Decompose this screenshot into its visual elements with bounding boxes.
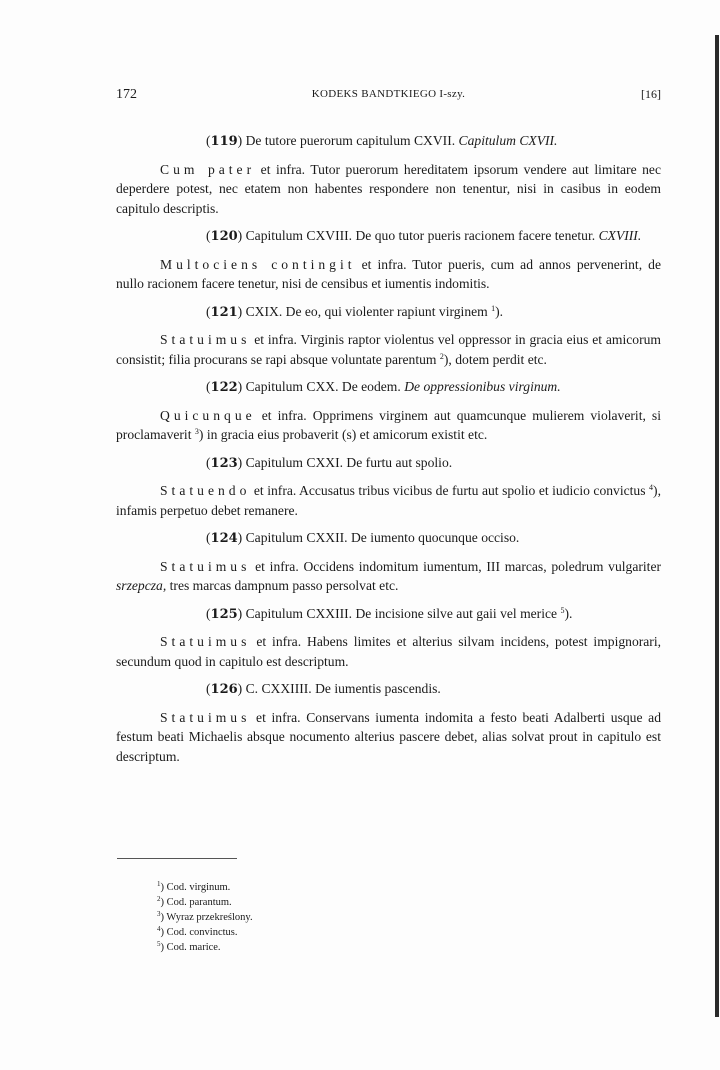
- scan-edge: [715, 35, 719, 1017]
- footnote-ref[interactable]: 5: [560, 605, 565, 615]
- section-heading: (126) C. CXXIIII. De iumentis pascendis.: [206, 681, 441, 697]
- section-paragraph: Statuendo et infra. Accusatus tribus vicibus de furtu aut spolio et iudicio convictus $^4$), infamis perpetuo debet remanere.: [116, 483, 661, 518]
- section-paragraph: Multociens contingit et infra. Tutor pueris, cum ad annos pervenerint, de nullo racionem facere tenetur, nisi de censibus et iumentis indomitis.: [116, 256, 661, 291]
- section-heading: (124) Capitulum CXXII. De iumento quocunque occiso.: [206, 530, 520, 546]
- section-heading: (123) Capitulum CXXI. De furtu aut spolio.: [206, 454, 453, 471]
- footnote: $^4$) Cod. convinctus.: [157, 925, 238, 938]
- section-paragraph: Quicunque et infra. Opprimens virginem aut quamcunque mulierem violaverit, si proclamaverit $^3$) in gracia eius probaverit (s) et amicorum existit etc.: [116, 407, 661, 442]
- footnote: $^2$) Cod. parantum.: [157, 895, 232, 908]
- incipit: Statuimus: [160, 558, 251, 574]
- incipit: Statuimus: [160, 332, 251, 347]
- page-number: 172: [116, 87, 137, 102]
- running-header: [116, 87, 661, 107]
- section-marker: [16]: [641, 87, 661, 101]
- footnote: $^3$) Wyraz przekreślony.: [157, 910, 253, 923]
- section-heading: (122) Capitulum CXX. De eodem. De oppressionibus virginum.: [206, 379, 561, 395]
- incipit: Statuimus: [160, 634, 251, 649]
- footnote-ref[interactable]: 4: [649, 483, 654, 492]
- running-title: KODEKS BANDTKIEGO I-szy.: [311, 88, 466, 100]
- section-heading: (120) Capitulum CXVIII. De quo tutor pueris racionem facere tenetur. CXVIII.: [206, 228, 642, 244]
- section-paragraph: Cum pater et infra. Tutor puerorum hereditatem ipsorum vendere aut limitare nec deperdere potest, nec etatem non habentes respondere non tenentur, nisi in casibus in eodem capitulo descriptis.: [116, 161, 661, 216]
- footnote-ref[interactable]: 2: [439, 351, 444, 361]
- footnote-ref[interactable]: 1: [491, 303, 496, 313]
- incipit: Multociens contingit: [160, 256, 356, 272]
- section-paragraph: Statuimus et infra. Occidens indomitum iumentum, III marcas, poledrum vulgariter srzepcza, tres marcas dampnum passo persolvat etc.: [116, 558, 661, 593]
- incipit: Cum pater: [160, 161, 256, 177]
- section-heading: (121) CXIX. De eo, qui violenter rapiunt virginem $^1$).: [206, 303, 504, 320]
- section-paragraph: Statuimus et infra. Habens limites et alterius silvam incidens, potest impignorari, secundum quod in capitulo est descriptum.: [116, 634, 661, 669]
- main-text: [116, 125, 661, 774]
- section-paragraph: Statuimus et infra. Virginis raptor violentus vel oppressor in gracia eius et amicorum consistit; filia procurans se rapi absque voluntate parentum $^2$), dotem perdit etc.: [116, 332, 661, 367]
- section-heading: (125) Capitulum CXXIII. De incisione silve aut gaii vel merice $^5$).: [206, 605, 573, 622]
- incipit: Statuendo: [160, 483, 251, 498]
- section-paragraph: Statuimus et infra. Conservans iumenta indomita a festo beati Adalberti usque ad festum beati Michaelis absque nocumento alterius pascere debet, alias solvat prout in capitulo est descriptum.: [116, 709, 661, 764]
- section-heading: (119) De tutore puerorum capitulum CXVII. Capitulum CXVII.: [206, 133, 558, 149]
- footnote-ref[interactable]: 3: [194, 427, 199, 436]
- footnote: $^5$) Cod. marice.: [157, 940, 221, 953]
- footnote-rule: [117, 858, 237, 859]
- incipit: Quicunque: [160, 407, 256, 423]
- incipit: Statuimus: [160, 709, 251, 725]
- footnote: $^1$) Cod. virginum.: [157, 880, 231, 893]
- footnotes: [157, 880, 253, 955]
